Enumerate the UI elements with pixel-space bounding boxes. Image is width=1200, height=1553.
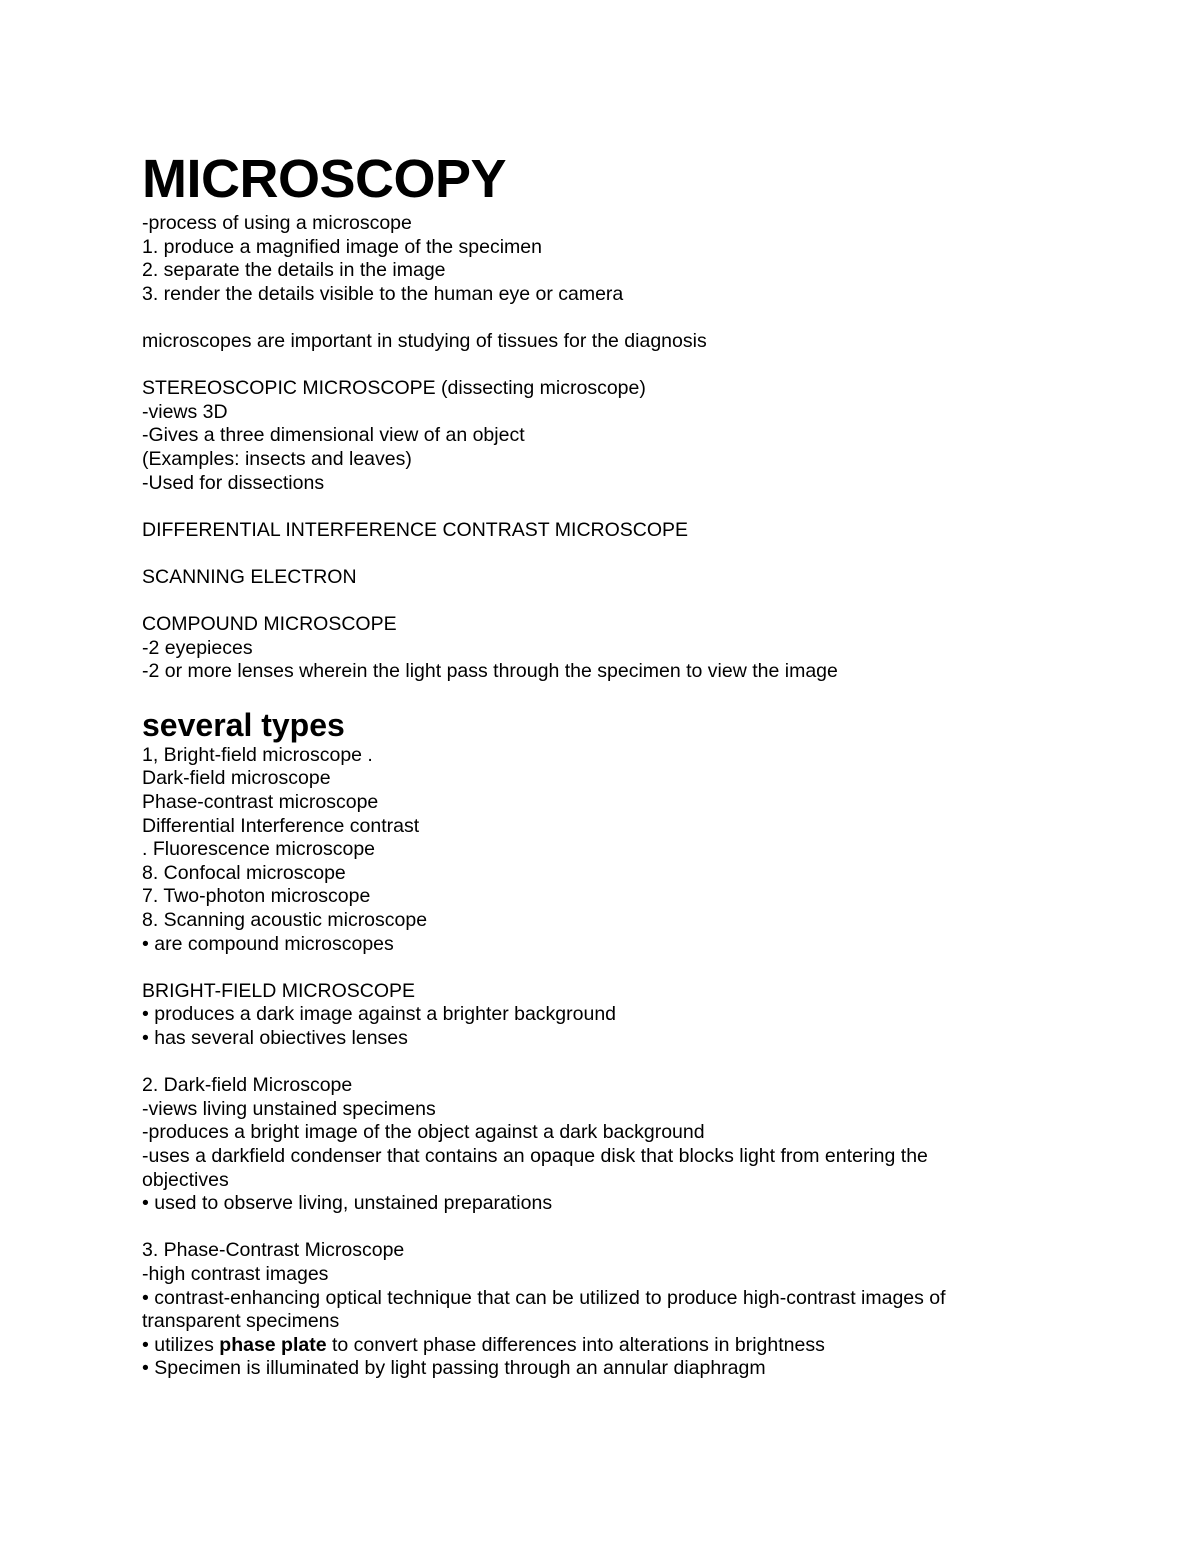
- phase-line-prefix: • utilizes: [142, 1333, 220, 1356]
- spacer: [142, 956, 1102, 980]
- darkfield-line: -produces a bright image of the object against a dark background: [142, 1121, 705, 1144]
- types-item: 7. Two-photon microscope: [142, 885, 371, 908]
- types-heading: several types: [142, 706, 345, 743]
- spacer: [142, 1216, 1102, 1240]
- phase-line: -high contrast images: [142, 1262, 329, 1285]
- stereo-line: (Examples: insects and leaves): [142, 447, 412, 470]
- types-item: 8. Confocal microscope: [142, 861, 346, 884]
- darkfield-line: -views living unstained specimens: [142, 1097, 436, 1120]
- darkfield-line: -uses a darkfield condenser that contains an opaque disk that blocks light from entering the: [142, 1144, 928, 1167]
- types-item: 8. Scanning acoustic microscope: [142, 909, 428, 932]
- compound-line: -2 eyepieces: [142, 636, 253, 659]
- phase-line-suffix: to convert phase differences into alterations in brightness: [326, 1333, 825, 1356]
- intro-line: 1. produce a magnified image of the specimen: [142, 235, 542, 258]
- brightfield-line: • produces a dark image against a brighter background: [142, 1003, 617, 1026]
- compound-line: -2 or more lenses wherein the light pass through the specimen to view the image: [142, 660, 838, 683]
- intro-line: 3. render the details visible to the human eye or camera: [142, 282, 624, 305]
- types-item: Phase-contrast microscope: [142, 791, 379, 814]
- document-title: MICROSCOPY: [142, 149, 507, 209]
- intro-line: -process of using a microscope: [142, 212, 412, 234]
- stereo-heading: STEREOSCOPIC MICROSCOPE (dissecting microscope): [142, 377, 646, 400]
- types-item: Differential Interference contrast: [142, 814, 420, 837]
- phase-heading: 3. Phase-Contrast Microscope: [142, 1239, 405, 1262]
- importance-line: microscopes are important in studying of tissues for the diagnosis: [142, 329, 707, 352]
- spacer: [142, 306, 1102, 330]
- brightfield-heading: BRIGHT-FIELD MICROSCOPE: [142, 979, 416, 1002]
- intro-line: 2. separate the details in the image: [142, 259, 446, 282]
- stereo-line: -Used for dissections: [142, 471, 325, 494]
- phase-line: transparent specimens: [142, 1310, 340, 1333]
- darkfield-line: objectives: [142, 1168, 229, 1191]
- stereo-line: -views 3D: [142, 400, 228, 423]
- types-item: Dark-field microscope: [142, 767, 331, 790]
- darkfield-line: • used to observe living, unstained preparations: [142, 1192, 553, 1215]
- spacer: [142, 590, 1102, 614]
- dic-heading: DIFFERENTIAL INTERFERENCE CONTRAST MICROSCOPE: [142, 518, 689, 541]
- phase-line: • contrast-enhancing optical technique that can be utilized to produce high-contrast images of: [142, 1286, 946, 1309]
- phase-line: • Specimen is illuminated by light passing through an annular diaphragm: [142, 1357, 766, 1380]
- compound-heading: COMPOUND MICROSCOPE: [142, 613, 397, 636]
- phase-plate-term: phase plate: [219, 1333, 327, 1356]
- types-item: 1, Bright-field microscope .: [142, 743, 373, 766]
- document-page: [142, 146, 1102, 1381]
- sem-heading: SCANNING ELECTRON: [142, 565, 357, 588]
- darkfield-heading: 2. Dark-field Microscope: [142, 1074, 353, 1097]
- types-item: • are compound microscopes: [142, 932, 394, 955]
- spacer: [142, 1051, 1102, 1075]
- spacer: [142, 495, 1102, 519]
- brightfield-line: • has several obiectives lenses: [142, 1027, 408, 1049]
- types-item: . Fluorescence microscope: [142, 838, 376, 861]
- spacer: [142, 542, 1102, 566]
- phase-line: [142, 1334, 1102, 1358]
- stereo-line: -Gives a three dimensional view of an object: [142, 424, 525, 447]
- spacer: [142, 354, 1102, 378]
